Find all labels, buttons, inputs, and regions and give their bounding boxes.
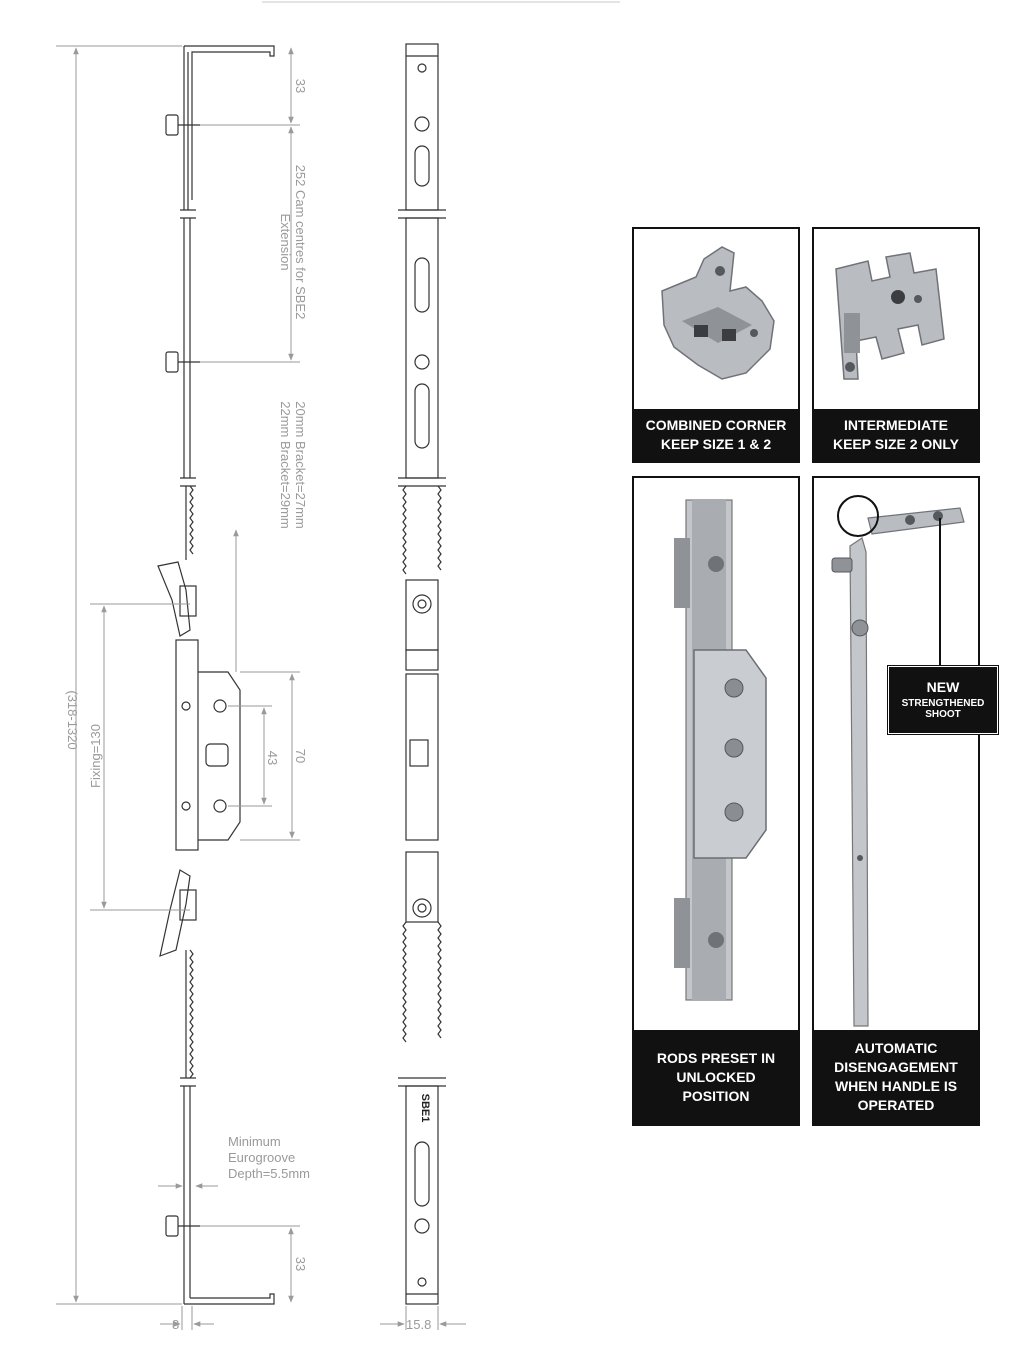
auto-disengage-image: [814, 478, 978, 1028]
auto-disengage-line-1: AUTOMATIC: [854, 1040, 938, 1056]
dim-width-15-8: 15.8: [406, 1317, 432, 1332]
intermediate-keep-line-2: KEEP SIZE 2 ONLY: [832, 436, 960, 452]
rods-preset-line-3: POSITION: [682, 1087, 750, 1104]
auto-disengage-line-2: DISENGAGEMENT: [834, 1059, 958, 1075]
intermediate-keep-line-1: INTERMEDIATE: [844, 417, 948, 433]
dim-43: 43: [265, 750, 280, 766]
dim-cam-centres: 252 Cam centres for SBE2: [293, 164, 308, 320]
intermediate-keep-image: [814, 229, 978, 401]
side-view: [158, 46, 274, 1304]
panel-rods-preset: [632, 476, 800, 1126]
rods-preset-line-2: UNLOCKED: [676, 1068, 756, 1085]
groove-line-1: Minimum: [228, 1134, 281, 1149]
badge-subtitle: STRENGTHENED SHOOT: [901, 698, 985, 720]
auto-disengage-caption: [814, 1030, 978, 1124]
corner-keep-line-2: KEEP SIZE 1 & 2: [660, 436, 772, 452]
dim-top-33: 33: [293, 78, 308, 94]
dim-bottom-33: 33: [293, 1256, 308, 1272]
panel-intermediate-keep: [812, 227, 980, 463]
groove-line-3: Depth=5.5mm: [228, 1166, 311, 1181]
corner-keep-caption: [634, 409, 798, 461]
overall-length-label: (318-1320: [65, 690, 80, 750]
intermediate-keep-caption: [814, 409, 978, 461]
dim-70: 70: [293, 748, 308, 764]
rods-preset-caption: [634, 1030, 798, 1124]
dim-width-8: 8: [172, 1317, 180, 1332]
badge-title: NEW: [926, 679, 960, 695]
rods-preset-line-1: RODS PRESET IN: [656, 1049, 776, 1066]
auto-disengage-line-3: WHEN HANDLE IS: [834, 1078, 958, 1094]
groove-line-2: Eurogroove: [228, 1150, 296, 1165]
panel-auto-disengage: [812, 476, 980, 1126]
corner-keep-image: [634, 229, 798, 401]
overall-dimension: [56, 46, 182, 1304]
new-strengthened-shoot-badge: [888, 666, 998, 734]
corner-keep-line-1: COMBINED CORNER: [645, 417, 787, 433]
rods-preset-image: [634, 478, 798, 1028]
dim-fixing: Fixing=130: [88, 724, 103, 788]
auto-disengage-line-4: OPERATED: [857, 1097, 935, 1113]
dim-bracket-20: 20mm Bracket=27mm: [293, 401, 308, 529]
rod-mark-sbe1: SBE1: [419, 1093, 431, 1123]
panel-combined-corner-keep: [632, 227, 800, 463]
dim-bracket-22: 22mm Bracket=29mm: [278, 401, 293, 529]
dim-extension: Extension: [278, 213, 293, 271]
